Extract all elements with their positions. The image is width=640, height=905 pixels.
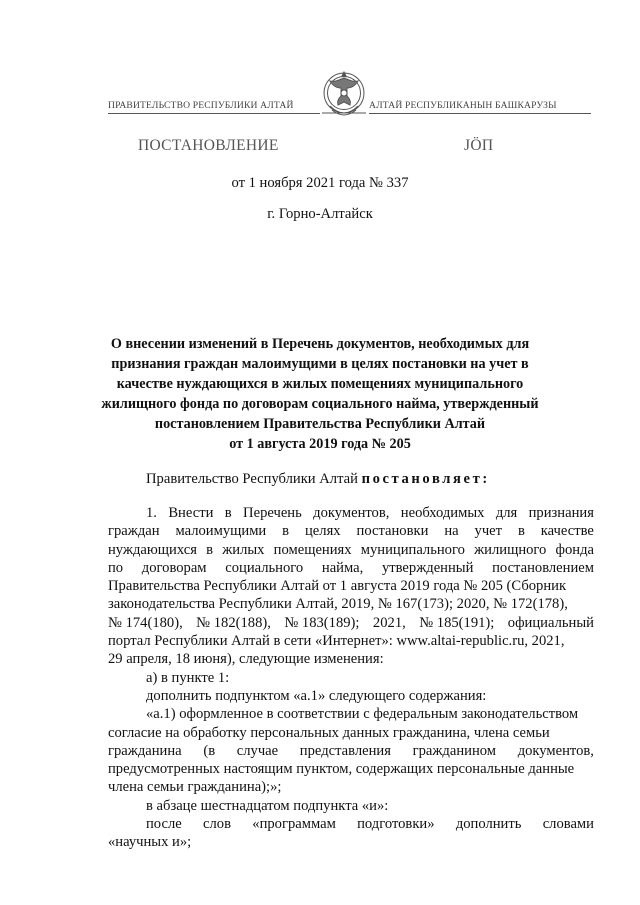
word: 1. <box>146 505 157 521</box>
word: № 182(188), <box>196 614 271 631</box>
title-line: жилищного фонда по договорам социального найма, утвержденный <box>101 396 539 412</box>
word: слов <box>203 816 231 833</box>
subpoint-a1-line: предусмотренных настоящим пунктом, содержащих персональные данные <box>108 761 575 778</box>
word: подготовки» <box>357 816 435 833</box>
paragraph-1-line <box>108 541 594 559</box>
word: официальный <box>507 614 594 631</box>
word: качестве <box>540 523 594 540</box>
word: документов, <box>517 742 594 759</box>
word: договорам <box>141 559 207 576</box>
subpoint-a1-line: члена семьи гражданина);»; <box>108 779 282 796</box>
word: для <box>495 505 518 521</box>
word: признания <box>528 505 594 521</box>
paragraph-1-line <box>108 559 594 577</box>
subpoint-a1-line: согласие на обработку персональных данных гражданина, члена семьи <box>108 724 550 741</box>
word: № 174(180), <box>108 614 183 631</box>
resolve-line <box>146 470 490 488</box>
word: «программам <box>252 816 336 833</box>
word: гражданина <box>108 742 182 759</box>
word: найма, <box>321 559 364 576</box>
word: жилых <box>222 541 265 558</box>
word: после <box>146 816 182 833</box>
word: в <box>224 505 232 521</box>
word: в <box>282 523 290 540</box>
word: необходимых <box>400 505 485 521</box>
header-org-right: АЛТАЙ РЕСПУБЛИКАНЫН БАШКАРУЗЫ <box>369 100 557 111</box>
word: № 183(189); <box>284 614 360 631</box>
subpoint-a1-line <box>108 742 594 760</box>
title-line: признания граждан малоимущими в целях постановки на учет в <box>111 356 529 372</box>
paragraph-1-line <box>108 614 594 632</box>
title-line: О внесении изменений в Перечень документов, необходимых для <box>110 336 530 352</box>
word: документов, <box>313 505 390 521</box>
word: помещениях <box>273 541 352 558</box>
subpoint-a1-line: «а.1) оформленное в соответствии с федеральным законодательством <box>146 706 579 723</box>
paragraph-1-line: 29 апреля, 18 июня), следующие изменения: <box>108 651 384 668</box>
after-words-line <box>108 815 594 833</box>
title-line: постановлением Правительства Республики Алтай <box>154 416 486 432</box>
word: целях <box>305 523 341 540</box>
word: дополнить <box>455 816 522 833</box>
word: жилищного <box>474 541 547 558</box>
paragraph-1-line <box>108 504 594 522</box>
header-rule-left <box>108 113 320 114</box>
doc-type-alt: JÖП <box>464 137 494 154</box>
word: гражданином <box>412 742 497 759</box>
resolve-prefix: Правительство Республики Алтай <box>146 471 362 487</box>
word: Внести <box>168 505 214 521</box>
city-line: г. Горно-Алтайск <box>267 206 373 222</box>
point-a: а) в пункте 1: <box>146 669 230 686</box>
word: в <box>206 541 214 558</box>
word: в <box>517 523 525 540</box>
word: постановлением <box>492 559 594 576</box>
emblem-icon <box>322 66 366 128</box>
word: социального <box>225 559 304 576</box>
header-rule-right <box>369 113 591 114</box>
paragraph-1-line: портал Республики Алтай в сети «Интернет»: www.altai-republic.ru, 2021, <box>108 633 565 650</box>
paragraph-16-line: в абзаце шестнадцатом подпункта «и»: <box>146 797 389 814</box>
word: учет <box>474 523 503 540</box>
word: № 185(191); <box>419 614 495 631</box>
word: 2021, <box>372 614 406 631</box>
title-line: качестве нуждающихся в жилых помещениях муниципального <box>116 376 524 392</box>
word: представления <box>299 742 391 759</box>
word: (в <box>203 742 216 759</box>
word: фонда <box>555 541 594 558</box>
word: малоимущими <box>175 523 267 540</box>
word: муниципального <box>360 541 465 558</box>
add-subpoint-line: дополнить подпунктом «а.1» следующего содержания: <box>146 687 487 704</box>
title-line: от 1 августа 2019 года № 205 <box>229 436 411 452</box>
word: Перечень <box>243 505 302 521</box>
paragraph-1-line: законодательства Республики Алтай, 2019, № 167(173); 2020, № 172(178), <box>108 596 568 613</box>
paragraph-1-line <box>108 522 594 540</box>
header-org-left: ПРАВИТЕЛЬСТВО РЕСПУБЛИКИ АЛТАЙ <box>108 100 294 111</box>
body <box>108 504 594 852</box>
date-line: от 1 ноября 2021 года № 337 <box>231 175 409 191</box>
word: на <box>444 523 459 540</box>
paragraph-1-line: Правительства Республики Алтай от 1 августа 2019 года № 205 (Сборник <box>108 578 567 595</box>
word: постановки <box>356 523 429 540</box>
doc-type-ru: ПОСТАНОВЛЕНИЕ <box>138 137 279 154</box>
word: случае <box>236 742 279 759</box>
word: словами <box>542 816 594 833</box>
word: по <box>108 559 124 576</box>
word: граждан <box>108 523 160 540</box>
resolve-keyword: постановляет: <box>361 471 490 487</box>
word: утвержденный <box>381 559 474 576</box>
document-title <box>100 334 540 454</box>
word: нуждающихся <box>108 541 197 558</box>
after-words-line: «научных и»; <box>108 834 192 851</box>
